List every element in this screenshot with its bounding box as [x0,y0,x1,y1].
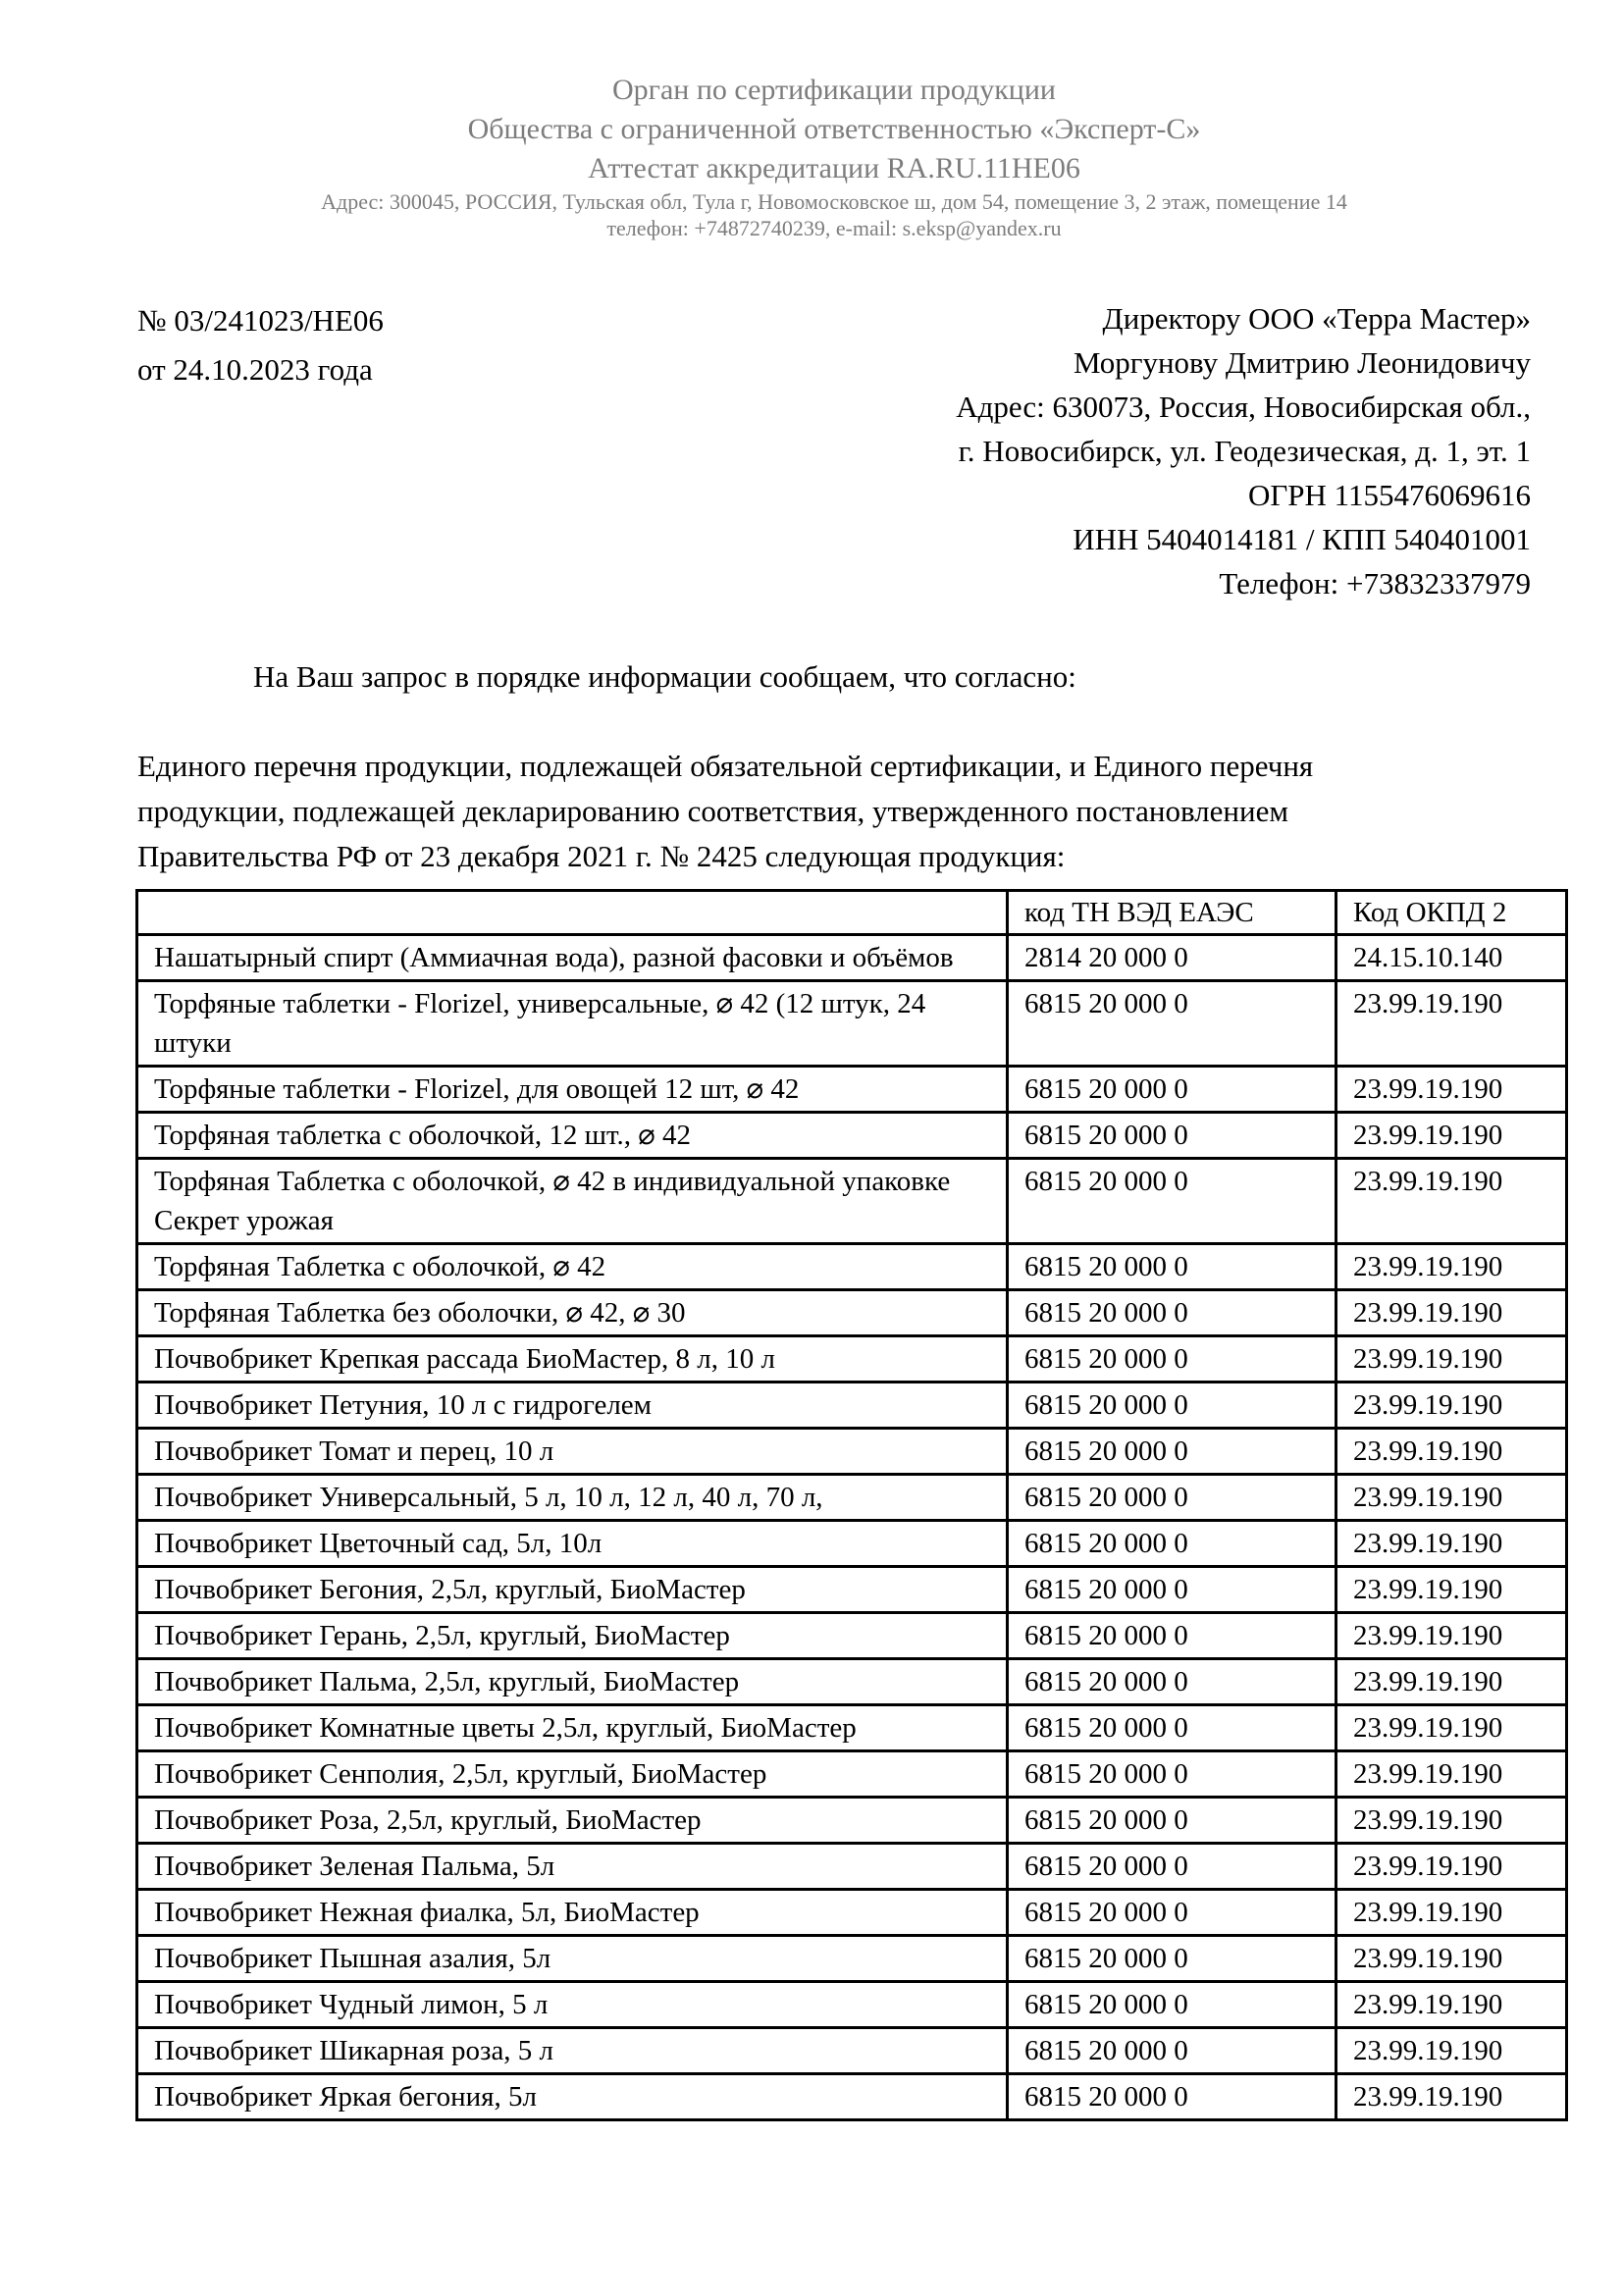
table-header-row [137,891,1567,935]
table-header-product [137,891,1008,935]
addressee-line: ОГРН 1155476069616 [1247,478,1531,512]
product-name-cell: Торфяные таблетки - Florizel, универсальные, ⌀ 42 (12 штук, 24 штуки [137,981,1008,1067]
tnved-code-cell: 6815 20 000 0 [1008,1844,1336,1890]
table-row [137,1705,1567,1751]
okpd-code-cell: 23.99.19.190 [1336,1613,1567,1659]
table-row [137,981,1567,1067]
okpd-code-cell: 23.99.19.190 [1336,1113,1567,1159]
letter-number: № 03/241023/НЕ06 [137,303,384,338]
product-name-cell: Почвобрикет Крепкая рассада БиоМастер, 8 л, 10 л [137,1336,1008,1383]
tnved-code-cell: 2814 20 000 0 [1008,935,1336,981]
table-row [137,1982,1567,2028]
okpd-code-cell: 23.99.19.190 [1336,1159,1567,1244]
table-row [137,1429,1567,1475]
product-name-cell: Торфяные таблетки - Florizel, для овощей 12 шт, ⌀ 42 [137,1067,1008,1113]
okpd-code-cell: 23.99.19.190 [1336,1982,1567,2028]
table-row [137,1244,1567,1290]
products-table [135,889,1568,2121]
table-row [137,935,1567,981]
okpd-code-cell: 23.99.19.190 [1336,1936,1567,1982]
intro-paragraph: На Ваш запрос в порядке информации сообщаем, что согласно: [253,659,1076,694]
addressee-line: г. Новосибирск, ул. Геодезическая, д. 1, эт. 1 [958,434,1531,468]
table-row [137,1844,1567,1890]
product-name-cell: Почвобрикет Комнатные цветы 2,5л, круглый, БиоМастер [137,1705,1008,1751]
tnved-code-cell: 6815 20 000 0 [1008,1659,1336,1705]
product-name-cell: Торфяная таблетка с оболочкой, 12 шт., ⌀ 42 [137,1113,1008,1159]
org-name-line-2: Общества с ограниченной ответственностью «Эксперт-С» [467,113,1201,145]
addressee-line: Директору ООО «Терра Мастер» [1102,301,1531,336]
tnved-code-cell: 6815 20 000 0 [1008,1383,1336,1429]
table-row [137,1613,1567,1659]
table-row [137,1383,1567,1429]
tnved-code-cell: 6815 20 000 0 [1008,1113,1336,1159]
table-row [137,1890,1567,1936]
okpd-code-cell: 23.99.19.190 [1336,1798,1567,1844]
tnved-code-cell: 6815 20 000 0 [1008,1936,1336,1982]
table-row [137,1751,1567,1798]
tnved-code-cell: 6815 20 000 0 [1008,1567,1336,1613]
tnved-code-cell: 6815 20 000 0 [1008,1475,1336,1521]
okpd-code-cell: 23.99.19.190 [1336,1567,1567,1613]
tnved-code-cell: 6815 20 000 0 [1008,1705,1336,1751]
body-paragraph: Единого перечня продукции, подлежащей обязательной сертификации, и Единого перечня продукции, подлежащей декларированию соответствия, утвержденного постановлением Правительства РФ от 23 декабря 2021 г. № 2425 следующая продукция: [137,749,1314,873]
tnved-code-cell: 6815 20 000 0 [1008,1336,1336,1383]
org-contact-line: телефон: +74872740239, e-mail: s.eksp@yandex.ru [606,216,1062,240]
product-name-cell: Почвобрикет Герань, 2,5л, круглый, БиоМастер [137,1613,1008,1659]
tnved-code-cell: 6815 20 000 0 [1008,1798,1336,1844]
addressee-line: Телефон: +73832337979 [1219,566,1531,600]
product-name-cell: Почвобрикет Универсальный, 5 л, 10 л, 12 л, 40 л, 70 л, [137,1475,1008,1521]
okpd-code-cell: 23.99.19.190 [1336,2074,1567,2120]
product-name-cell: Почвобрикет Сенполия, 2,5л, круглый, БиоМастер [137,1751,1008,1798]
table-row [137,1798,1567,1844]
letterhead [137,71,1531,241]
table-row [137,2074,1567,2120]
tnved-code-cell: 6815 20 000 0 [1008,1159,1336,1244]
tnved-code-cell: 6815 20 000 0 [1008,1290,1336,1336]
addressee-line: Адрес: 630073, Россия, Новосибирская обл., [956,390,1531,424]
product-name-cell: Почвобрикет Бегония, 2,5л, круглый, БиоМастер [137,1567,1008,1613]
okpd-code-cell: 23.99.19.190 [1336,2028,1567,2074]
table-row [137,1475,1567,1521]
tnved-code-cell: 6815 20 000 0 [1008,1244,1336,1290]
tnved-code-cell: 6815 20 000 0 [1008,1429,1336,1475]
okpd-code-cell: 23.99.19.190 [1336,1067,1567,1113]
okpd-code-cell: 23.99.19.190 [1336,1705,1567,1751]
okpd-code-cell: 23.99.19.190 [1336,1290,1567,1336]
tnved-code-cell: 6815 20 000 0 [1008,1751,1336,1798]
table-header-tnved: код ТН ВЭД ЕАЭС [1008,891,1336,935]
table-row [137,1336,1567,1383]
okpd-code-cell: 23.99.19.190 [1336,1244,1567,1290]
tnved-code-cell: 6815 20 000 0 [1008,1521,1336,1567]
table-row [137,1659,1567,1705]
products-table-body [137,935,1567,2120]
org-name-line-1: Орган по сертификации продукции [612,74,1056,106]
product-name-cell: Почвобрикет Томат и перец, 10 л [137,1429,1008,1475]
tnved-code-cell: 6815 20 000 0 [1008,1982,1336,2028]
addressee-block [956,296,1531,605]
table-row [137,1159,1567,1244]
okpd-code-cell: 23.99.19.190 [1336,1890,1567,1936]
addressee-line: ИНН 5404014181 / КПП 540401001 [1073,522,1531,556]
reference-block [137,296,384,394]
tnved-code-cell: 6815 20 000 0 [1008,981,1336,1067]
letter-date: от 24.10.2023 года [137,352,373,387]
okpd-code-cell: 23.99.19.190 [1336,1521,1567,1567]
tnved-code-cell: 6815 20 000 0 [1008,1067,1336,1113]
addressee-line: Моргунову Дмитрию Леонидовичу [1073,345,1531,380]
product-name-cell: Торфяная Таблетка без оболочки, ⌀ 42, ⌀ 30 [137,1290,1008,1336]
accreditation-line: Аттестат аккредитации RA.RU.11НЕ06 [588,152,1080,184]
okpd-code-cell: 23.99.19.190 [1336,1383,1567,1429]
table-row [137,1521,1567,1567]
tnved-code-cell: 6815 20 000 0 [1008,1890,1336,1936]
product-name-cell: Почвобрикет Чудный лимон, 5 л [137,1982,1008,2028]
okpd-code-cell: 23.99.19.190 [1336,1475,1567,1521]
product-name-cell: Почвобрикет Зеленая Пальма, 5л [137,1844,1008,1890]
table-row [137,1067,1567,1113]
product-name-cell: Почвобрикет Пышная азалия, 5л [137,1936,1008,1982]
table-row [137,1936,1567,1982]
product-name-cell: Почвобрикет Нежная фиалка, 5л, БиоМастер [137,1890,1008,1936]
table-row [137,2028,1567,2074]
org-address-line: Адрес: 300045, РОССИЯ, Тульская обл, Тула г, Новомосковское ш, дом 54, помещение 3, 2 этаж, помещение 14 [321,189,1347,214]
product-name-cell: Почвобрикет Пальма, 2,5л, круглый, БиоМастер [137,1659,1008,1705]
tnved-code-cell: 6815 20 000 0 [1008,2028,1336,2074]
product-name-cell: Почвобрикет Цветочный сад, 5л, 10л [137,1521,1008,1567]
products-table-header [137,891,1567,935]
okpd-code-cell: 23.99.19.190 [1336,1844,1567,1890]
okpd-code-cell: 23.99.19.190 [1336,1659,1567,1705]
product-name-cell: Почвобрикет Роза, 2,5л, круглый, БиоМастер [137,1798,1008,1844]
table-header-okpd: Код ОКПД 2 [1336,891,1567,935]
product-name-cell: Почвобрикет Яркая бегония, 5л [137,2074,1008,2120]
table-row [137,1567,1567,1613]
okpd-code-cell: 23.99.19.190 [1336,1429,1567,1475]
table-row [137,1113,1567,1159]
okpd-code-cell: 23.99.19.190 [1336,981,1567,1067]
product-name-cell: Нашатырный спирт (Аммиачная вода), разной фасовки и объёмов [137,935,1008,981]
okpd-code-cell: 23.99.19.190 [1336,1751,1567,1798]
okpd-code-cell: 24.15.10.140 [1336,935,1567,981]
table-row [137,1290,1567,1336]
product-name-cell: Почвобрикет Шикарная роза, 5 л [137,2028,1008,2074]
product-name-cell: Торфяная Таблетка с оболочкой, ⌀ 42 [137,1244,1008,1290]
tnved-code-cell: 6815 20 000 0 [1008,2074,1336,2120]
tnved-code-cell: 6815 20 000 0 [1008,1613,1336,1659]
product-name-cell: Почвобрикет Петуния, 10 л с гидрогелем [137,1383,1008,1429]
reference-and-addressee-row [137,296,1531,605]
okpd-code-cell: 23.99.19.190 [1336,1336,1567,1383]
product-name-cell: Торфяная Таблетка с оболочкой, ⌀ 42 в индивидуальной упаковке Секрет урожая [137,1159,1008,1244]
